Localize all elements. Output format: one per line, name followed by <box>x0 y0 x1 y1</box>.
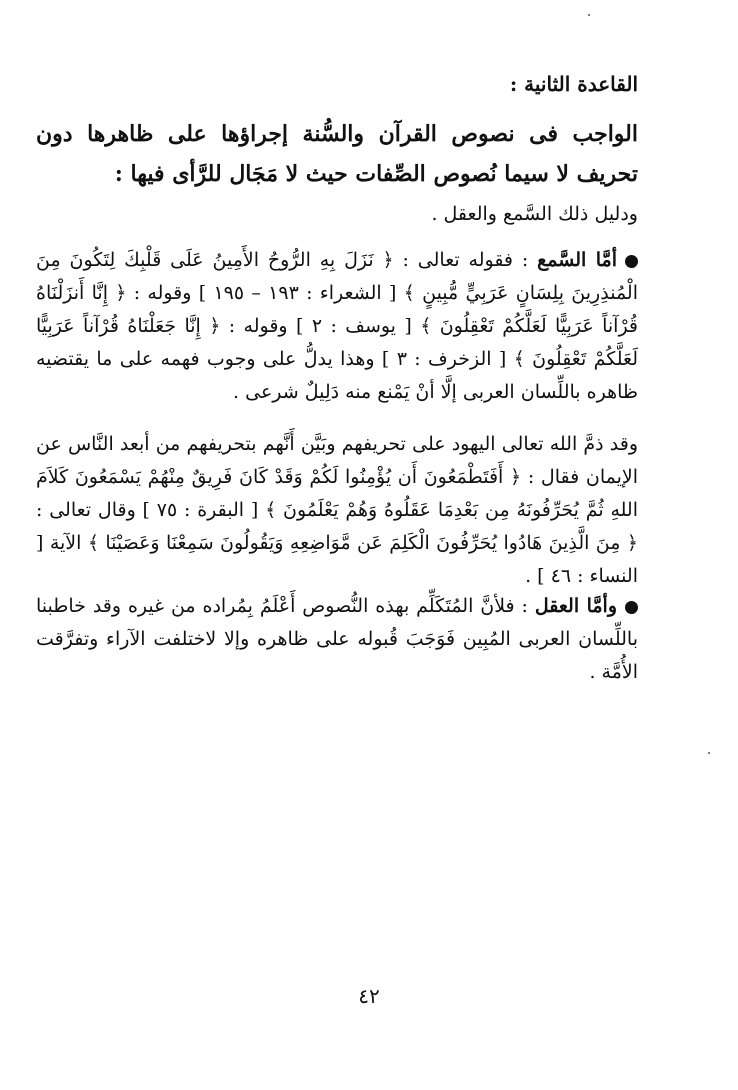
condemn-paragraph: وقد ذمَّ الله تعالى اليهود على تحريفهم وبَيَّن أَنَّهم بتحريفهم من أبعد النَّاس عن الإيمان فقال : ﴿ أَفَتَطْمَعُونَ أَن يُؤْمِنُوا لَكُمْ وَقَدْ كَانَ فَرِيقٌ مِنْهُمْ يَسْمَعُونَ كَلاَمَ اللهِ ثُمَّ يُحَرِّفُونَهُ مِن بَعْدِمَا عَقَلُوهُ وَهُمْ يَعْلَمُونَ ﴾ [ البقرة : ٧٥ ] وقال تعالى : ﴿ مِنَ الَّذِينَ هَادُوا يُحَرِّفُونَ الْكَلِمَ عَن مَّوَاضِعِهِ وَيَقُولُونَ سَمِعْنَا وَعَصَيْنَا ﴾ الآية [ النساء : ٤٦ ] . <box>36 433 638 587</box>
reason-lead: وأمَّا العقل <box>534 595 617 617</box>
rule-title: القاعدة الثانية : <box>509 72 638 96</box>
hearing-lead: أمَّا السَّمع <box>537 249 617 271</box>
reason-text: : فلأنَّ المُتَكَلِّم بهذه النُّصوص أَعْلَمُ بِمُراده من غيره وقد خاطبنا باللِّسان العربى المُبِين فَوَجَبَ قُبوله على ظاهره وإلا لاختلفت الآراء وتفرَّقت الأُمَّة . <box>36 595 638 683</box>
page-number: ٤٢ <box>358 984 380 1008</box>
hearing-text: : فقوله تعالى : ﴿ نَزَلَ بِهِ الرُّوحُ الأَمِينُ عَلَى قَلْبِكَ لِتَكُونَ مِنَ الْمُنذِرِينَ بِلِسَانٍ عَرَبِيٍّ مُّبِينٍ ﴾ [ الشعراء : ١٩٣ – ١٩٥ ] وقوله : ﴿ إِنَّا أَنزَلْنَاهُ قُرْآناً عَرَبِيًّا لَعَلَّكُمْ تَعْقِلُونَ ﴾ [ يوسف : ٢ ] وقوله : ﴿ إِنَّا جَعَلْنَاهُ قُرْآناً عَرَبِيًّا لَعَلَّكُمْ تَعْقِلُونَ ﴾ [ الزخرف : ٣ ] وهذا يدلُّ على وجوب فهمه على ما يقتضيه ظاهره باللِّسان العربى إلَّا أنْ يَمْنع منه دَلِيلٌ شرعى . <box>36 249 639 403</box>
scan-speck <box>708 752 710 754</box>
bullet-icon <box>625 255 638 268</box>
bullet-icon <box>625 601 638 614</box>
scan-speck <box>588 14 590 16</box>
reason-paragraph <box>36 590 638 689</box>
rule-statement: الواجب فى نصوص القرآن والسُّنة إجراؤها على ظاهرها دون تحريف لا سيما نُصوص الصِّفات حيث لا مَجَال للرَّأى فيها : <box>36 121 638 187</box>
evidence-intro: ودليل ذلك السَّمع والعقل . <box>431 203 638 225</box>
hearing-paragraph <box>36 244 638 409</box>
